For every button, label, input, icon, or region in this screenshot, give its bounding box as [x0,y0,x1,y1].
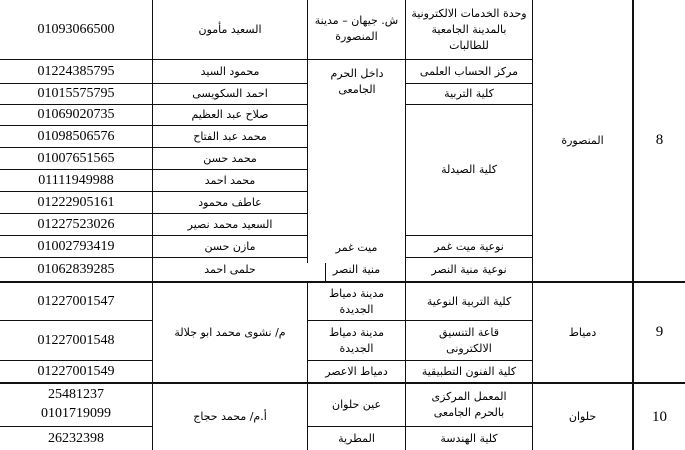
phone-cell: 26232398 [48,430,104,446]
name-cell: احمد السكويسى [192,87,268,100]
unit-cell: كلية الهندسة [440,431,498,445]
phone-cell: 01069020735 [37,107,115,122]
unit-cell: نوعية منية النصر [431,262,507,276]
name-cell: مازن حسن [204,239,256,253]
phone-cell: 01062839285 [37,261,115,277]
location-cell: عين حلوان [332,398,382,411]
name-cell: حلمى احمد [204,262,256,276]
unit-cell: كلية الصيدلة [441,163,497,176]
name-cell: محمد احمد [204,173,256,187]
unit-cell: كلية التربية النوعية [426,294,512,308]
location-cell: مدينة دمياط الجديدة [328,286,385,316]
phone-cell: 25481237 [48,387,104,402]
phone-cell: 01227001547 [37,293,115,309]
phone-cell: 01093066500 [37,21,115,37]
location-cell: ميت غمر [335,240,378,254]
name-cell: صلاح عبد العظيم [191,108,269,121]
university-cell: دمياط [568,325,597,339]
phone-cell: 01015575795 [37,86,115,101]
name-cell: محمد حسن [203,151,257,165]
index-cell: 8 [655,132,664,148]
name-cell: محمود السيد [200,64,260,78]
phone-cell: 01007651565 [37,150,115,166]
unit-cell: كلية التربية [444,87,494,100]
phone-cell: 01227001548 [37,332,115,348]
name-cell: محمد عبد الفتاح [193,129,267,143]
index-cell: 9 [655,324,664,340]
location-cell: المطرية [338,431,375,445]
name-cell: عاطف محمود [198,195,262,209]
location-cell: منية النصر [332,262,381,276]
phone-cell: 01227523026 [37,216,115,232]
unit-cell: المعمل المركزى بالحرم الجامعى [431,390,507,419]
location-cell: ش. جيهان – مدينة المنصورة [314,14,399,43]
unit-cell: كلية الفنون التطبيقية [421,364,517,378]
phone-cell: 0101719099 [41,406,111,421]
phone-cell: 01227001549 [37,363,115,379]
phone-cell: 01098506576 [37,128,115,144]
university-cell: المنصورة [561,133,604,147]
contact-cell: أ.م/ محمد حجاج [193,410,267,423]
phone-cell: 01002793419 [37,238,115,254]
index-cell: 10 [652,408,667,425]
phone-cell: 01111949988 [38,172,114,188]
unit-cell: قاعة التنسيق الالكترونى [439,325,499,355]
contact-cell: م/ نشوى محمد ابو جلالة [174,325,286,339]
unit-cell: نوعية ميت غمر [434,239,504,253]
unit-cell: مركز الحساب العلمى [419,64,519,78]
university-cell: حلوان [568,410,597,423]
name-cell: السعيد مأمون [198,22,262,36]
row-line [307,59,405,60]
location-cell: مدينة دمياط الجديدة [328,325,385,355]
phone-cell: 01224385795 [37,63,115,79]
name-cell: السعيد محمد نصير [187,217,273,231]
location-cell: دمياط الاعصر [325,364,388,378]
location-cell: داخل الحرم الجامعى [330,67,384,96]
phone-cell: 01222905161 [37,194,115,210]
unit-cell: وحدة الخدمات الالكترونية بالمدينة الجامعية للطالبات [411,6,527,52]
